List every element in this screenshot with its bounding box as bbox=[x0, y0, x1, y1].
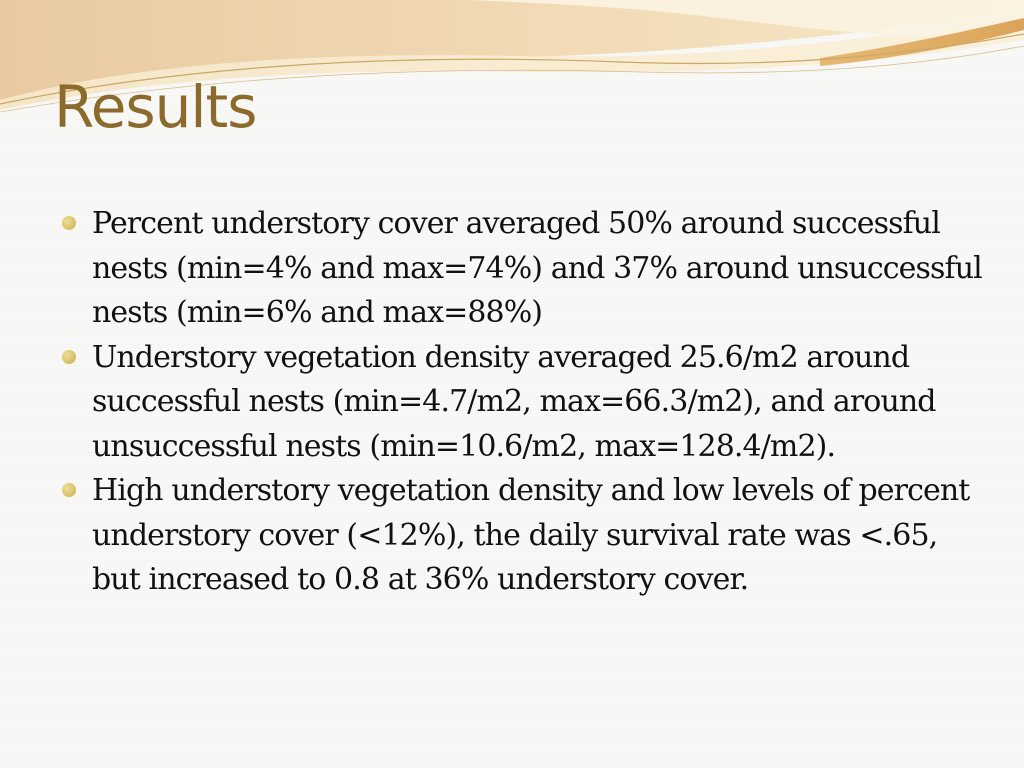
bullet-text: Percent understory cover averaged 50% around successful nests (min=4% and max=74%) and 37% around unsuccessful nests (min=6% and max=88%) bbox=[92, 206, 982, 330]
bullet-dot-icon bbox=[62, 350, 76, 364]
slide-title: Results bbox=[54, 73, 257, 141]
bullet-item bbox=[62, 202, 982, 336]
bullet-text: Understory vegetation density averaged 25.6/m2 around successful nests (min=4.7/m2, max=66.3/m2), and around unsuccessful nests (min=10.6/m2, max=128.4/m2). bbox=[92, 339, 936, 464]
bullet-text: High understory vegetation density and low levels of percent understory cover (<12%), the daily survival rate was <.65, but increased to 0.8 at 36% understory cover. bbox=[92, 473, 970, 597]
bullet-item bbox=[62, 336, 982, 470]
bullet-list bbox=[62, 202, 982, 603]
bullet-dot-icon bbox=[62, 216, 76, 230]
bullet-dot-icon bbox=[62, 483, 76, 497]
bullet-item bbox=[62, 469, 982, 603]
